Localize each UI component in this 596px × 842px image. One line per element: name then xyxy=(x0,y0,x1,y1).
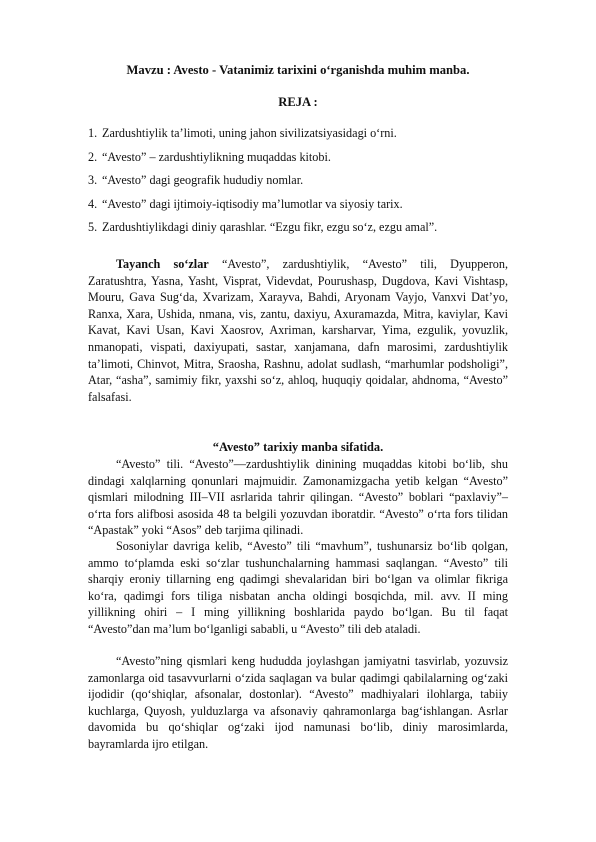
document-title: Mavzu : Avesto - Vatanimiz tarixini o‘rganishda muhim manba. xyxy=(126,63,470,77)
plan-item-2: 2. “Avesto” – zardushtiylikning muqaddas kitobi. xyxy=(88,149,331,164)
keywords-text: “Avesto”, zardushtiylik, “Avesto” tili, Dyupperon, Zaratushtra, Yasna, Yasht, Visprat, Videvdat, Pourushasp, Dugdova, Kavi Vishtasp, Mouru, Gava Sug‘da, Xvarizam, Xarayva, Bahdi, Aryonam Vayjo, Vanxvi Dat’yo, Ranxa, Xara, Ushida, nmana, vis, zantu, daxiyu, Axuramazda, Mitra, kaviylar, Kavi Kavat, Kavi Usan, Kavi Xaosrov, Axriman, karsharvar, Yima, ezgulik, yovuzlik, nmanopati, vispati, daxiyupati, sastar, xanjamana, dafn marosimi, zardushtiylik ta’limoti, Chinvot, Mitra, Sraosha, Rashnu, adolat sudlash, “marhumlar podsholigi”, Atar, “asha”, samimiy fikr, yaxshi so‘z, ahloq, huquqiy qoidalar, ahdnoma, “Avesto” falsafasi. xyxy=(88,257,509,404)
paragraph-1: “Avesto” tili. “Avesto”—zardushtiylik dinining muqaddas kitobi bo‘lib, shu dindagi xalqlarning qonunlari majmuidir. Zamonamizgacha yetib kelgan “Avesto” qismlari milodning III–VII asrlarida tahrir qilingan. “Avesto” boblari “paxlaviy”– o‘rta fors alifbosi asosida 48 ta belgili yozuvdan iboratdir. “Avesto” o‘rta fors tilidan “Apastak” yoki “Asos” deb tarjima qilinadi. xyxy=(88,457,508,538)
keywords-paragraph xyxy=(88,256,508,405)
plan-list xyxy=(88,125,508,243)
paragraph-2: Sosoniylar davriga kelib, “Avesto” tili “mavhum”, tushunarsiz bo‘lib qolgan, ammo to‘plamda eski so‘zlar tushunchalarning hammasi saqlangan. “Avesto” tili sharqiy eroniy tillarning eng qadimgi shevalaridan biri bo‘lgan va olimlar fikriga ko‘ra, qadimgi fors tiliga nisbatan ancha oldingi bosqichda, mil. avv. II ming yillikning ohiri – I ming yillikning boshlarida paydo bo‘lgan. Bu til faqat “Avesto”dan ma’lum bo‘lganligi sababli, u “Avesto” tili deb ataladi. xyxy=(88,539,508,636)
plan-heading: REJA : xyxy=(278,95,318,109)
paragraph-3: “Avesto”ning qismlari keng hududda joylashgan jamiyatni tasvirlab, yozuvsiz zamonlarga oid tasavvurlarni o‘zida saqlagan va bular qadimgi qabilalarning og‘zaki ijodidir (qo‘shiqlar, afsonalar, dostonlar). “Avesto” madhiyalari ilohlarga, tabiiy kuchlarga, Quyosh, yulduzlarga va afsonaviy qahramonlarga bag‘ishlangan. Asrlar davomida bu qo‘shiqlar og‘zaki ijod namunasi bo‘lib, diniy marosimlarda, bayramlarda ijro etilgan. xyxy=(88,654,508,751)
plan-item-3: 3. “Avesto” dagi geografik hududiy nomlar. xyxy=(88,173,304,188)
keywords-label: Tayanch so‘zlar xyxy=(116,257,209,271)
plan-item-1: 1. Zardushtiylik ta’limoti, uning jahon sivilizatsiyasidagi o‘rni. xyxy=(88,126,397,140)
section-title: “Avesto” tarixiy manba sifatida. xyxy=(212,440,384,454)
plan-item-5: 5. Zardushtiylikdagi diniy qarashlar. “Ezgu fikr, ezgu so‘z, ezgu amal”. xyxy=(88,220,438,235)
plan-item-4: 4. “Avesto” dagi ijtimoiy-iqtisodiy ma’lumotlar va siyosiy tarix. xyxy=(88,196,403,211)
